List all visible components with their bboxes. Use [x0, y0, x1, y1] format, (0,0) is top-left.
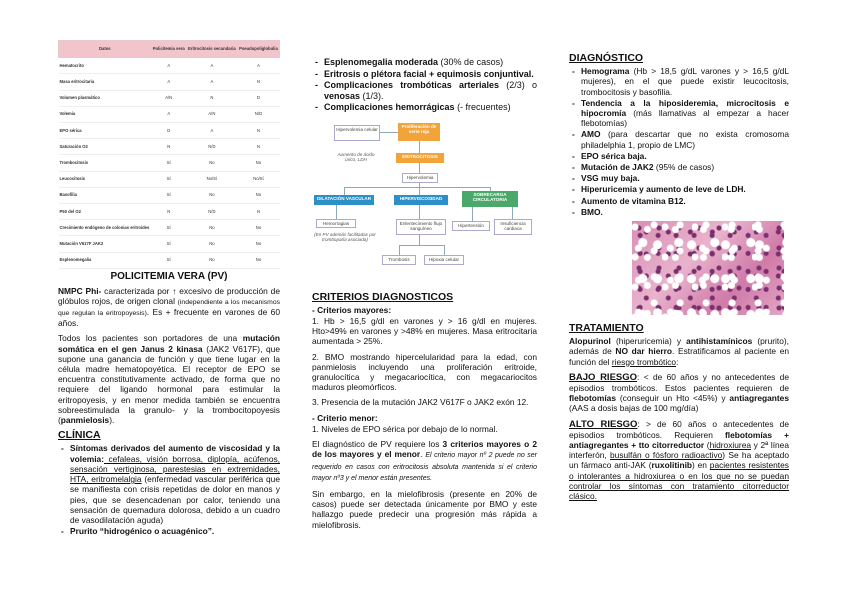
diagnosis-rule: El diagnóstico de PV requiere los 3 criterios mayores o 2 de los mayores y el menor. El criterio mayor nº 2 puede no ser requerido en casos con eritrocitosis absoluta mantenida si el criterio mayor nº3 y el menor están presentes.: [312, 438, 538, 483]
table-cell: N/D: [186, 139, 237, 155]
table-cell: No: [237, 236, 279, 252]
intro-paragraph: NMPC Phi- caracterizada por ↑ excesivo de producción de glóbulos rojos, de origen clonal (independiente a los mecanismos que regulan la eritropoyesis). Es + frecuente en varones de 60 años.: [58, 286, 280, 329]
table-cell: N: [237, 123, 279, 139]
diagram-connector: [472, 207, 473, 221]
mutation-paragraph: Todos los pacientes son portadores de una mutación somática en el gen Janus 2 kinasa (JAK2 V617F), que supone una ganancia de función y que tiene lugar en la célula madre hematopoyética. El receptor de EPO se encuentra constitutivamente activado, de forma que no requiere del ligando hormonal para estimular la eritropoyesis, y en menor medida también se encuentra sobreestimulada la granulo- y la trombocitopoyesis (panmielosis).: [58, 333, 280, 426]
list-item: - Complicaciones hemorrágicas (- frecuentes): [324, 102, 537, 113]
table-cell: No: [237, 155, 279, 171]
table-cell: Leucocitosis: [59, 171, 152, 187]
table-row: [59, 236, 280, 252]
table-cell: No/Sí: [186, 171, 237, 187]
list-item: - BMO.: [581, 207, 789, 217]
table-header: Pseudopoliglobulia: [237, 41, 279, 58]
criterion-minor-1: 1. Niveles de EPO sérica por debajo de lo normal.: [312, 423, 498, 434]
table-cell: No: [186, 220, 237, 236]
diagram-node: DILATACIÓN VASCULAR: [314, 195, 374, 205]
list-item: - VSG muy baja.: [581, 173, 789, 183]
table-cell: Hematocrito: [59, 58, 152, 74]
table-body: [59, 58, 280, 269]
diagram-connector: [490, 187, 491, 191]
table-cell: Esplenomegalia: [59, 252, 152, 268]
diagnostico-list: [569, 66, 789, 217]
table-row: [59, 90, 280, 106]
list-item: - Síntomas derivados del aumento de viscosidad y la volemia: cefaleas, visión borrosa, diplopía, acúfenos, sensación vertiginosa, parestesias en extremidades, HTA, eritromelalgia (enfermedad vascular periférica que se manifiesta con crisis repetidas de dolor en manos y pies, que se desencadenan por calor, teniendo una sensación de quemadura dolorosa, debido a un cuadro de vasodilatación aguda): [70, 443, 280, 525]
list-item: - Tendencia a la hiposideremia, microcitosis e hipocromía (más llamativas al empezar a hacer flebotomías): [581, 98, 789, 129]
diagram-node: Enlentecimiento flujo sanguíneo: [396, 219, 446, 235]
list-item: - Mutación de JAK2 (95% de casos): [581, 162, 789, 172]
list-item: - Hiperuricemia y aumento de leve de LDH.: [581, 184, 789, 194]
table-row: [59, 171, 280, 187]
diagram-node: Hipertensión: [452, 221, 490, 231]
list-item: - Prurito “hidrogénico o acuagénico”.: [70, 526, 280, 536]
diagram-node: Insuficiencia cardiaca: [494, 219, 532, 235]
diagram-node: SOBRECARGA CIRCULATORIA: [462, 191, 518, 207]
diagram-connector: [419, 205, 420, 219]
list-item: - Aumento de vitamina B12.: [581, 196, 789, 206]
table-row: [59, 252, 280, 268]
table-cell: Sí: [151, 236, 186, 252]
diagram-node: Trombosis: [382, 255, 416, 265]
table-row: [59, 106, 280, 122]
diagram-connector: [512, 207, 513, 219]
table-cell: Trombocitosis: [59, 155, 152, 171]
list-item: - Esplenomegalia moderada (30% de casos): [324, 57, 537, 68]
diagram-connector: [419, 235, 420, 245]
table-cell: N: [237, 204, 279, 220]
diagram-node: Hipervolemia celular: [334, 125, 380, 141]
clinica-heading: CLÍNICA: [58, 429, 101, 442]
menor-heading: - Criterio menor:: [312, 412, 378, 423]
table-cell: No: [186, 236, 237, 252]
table-cell: Sí: [151, 252, 186, 268]
table-cell: P50 del O2: [59, 204, 152, 220]
column-1: [58, 40, 280, 540]
list-item: - Eritrosis o plétora facial + equimosis conjuntival.: [324, 69, 537, 80]
diagram-connector: [419, 183, 420, 195]
diagram-connector: [344, 187, 490, 188]
table-cell: No: [237, 187, 279, 203]
table-cell: A/N: [186, 106, 237, 122]
diagram-node: Hipoxia celular: [424, 255, 464, 265]
table-row: [59, 204, 280, 220]
table-cell: No: [186, 155, 237, 171]
list-item: - Hemograma (Hb > 18,5 g/dL varones y > 16,5 g/dL mujeres), en el que puede existir leucocitosis, trombocitosis y basofilia.: [581, 66, 789, 97]
table-cell: N: [151, 139, 186, 155]
table-cell: A: [186, 123, 237, 139]
table-cell: No: [186, 252, 237, 268]
table-cell: A: [151, 58, 186, 74]
table-cell: Sí: [151, 187, 186, 203]
table-cell: N: [151, 204, 186, 220]
criterion-3: 3. Presencia de la mutación JAK2 V617F o JAK2 exón 12.: [312, 397, 529, 408]
table-cell: A: [186, 58, 237, 74]
histology-image: [632, 221, 784, 315]
table-cell: A: [237, 58, 279, 74]
diagnostico-heading: DIAGNÓSTICO: [569, 52, 644, 64]
diagram-node: HIPERVISCOSIDAD: [394, 195, 448, 205]
table-cell: Saturación O2: [59, 139, 152, 155]
table-row: [59, 58, 280, 74]
table-cell: Basofilia: [59, 187, 152, 203]
column-3: [569, 53, 789, 506]
clinica-list: [58, 443, 280, 536]
table-cell: N: [237, 139, 279, 155]
table-cell: No: [237, 220, 279, 236]
table-cell: A: [151, 106, 186, 122]
table-cell: Volumen plasmático: [59, 90, 152, 106]
diagram-node: Aumento de ácido úrico, LDH: [337, 151, 375, 162]
diagram-node: Proliferación de serie roja: [398, 123, 440, 141]
list-item: - AMO (para descartar que no exista cromosoma philadelphia 1, propio de LMC): [581, 129, 789, 149]
table-row: [59, 220, 280, 236]
mayores-heading: - Criterios mayores:: [312, 304, 392, 315]
table-header: Policitemia vera: [151, 41, 186, 58]
table-cell: Sí: [151, 220, 186, 236]
table-header-row: [59, 41, 280, 58]
table-cell: N: [237, 74, 279, 90]
diagram-connector: [344, 187, 345, 195]
table-row: [59, 155, 280, 171]
diagram-node: ERITROCITOSIS: [396, 153, 444, 163]
table-cell: Volemia: [59, 106, 152, 122]
table-row: [59, 74, 280, 90]
diagram-connector: [380, 132, 398, 133]
table-cell: D: [151, 123, 186, 139]
clinica-list-cont: [312, 57, 537, 113]
section-title: POLICITEMIA VERA (PV): [110, 270, 228, 282]
diagram-node: Hipervolemia: [402, 173, 438, 183]
table-cell: D: [237, 90, 279, 106]
pathophysiology-diagram: [312, 115, 537, 290]
diagram-connector: [419, 141, 420, 153]
column-2: [312, 57, 537, 535]
table-cell: Sí: [151, 171, 186, 187]
table-cell: No: [186, 187, 237, 203]
table-header: Eritrocitosis secundaria: [186, 41, 237, 58]
diagram-connector: [399, 245, 400, 255]
table-cell: No: [237, 252, 279, 268]
list-item: - EPO sérica baja.: [581, 151, 789, 161]
table-cell: Masa eritrocitaria: [59, 74, 152, 90]
table-cell: EPO sérica: [59, 123, 152, 139]
diagram-note: (En PV además facilitadas por trombopatía asociada): [314, 231, 376, 242]
table-row: [59, 123, 280, 139]
diagram-node: Hemorragias: [316, 219, 356, 228]
alto-riesgo: ALTO RIESGO: > de 60 años o antecedentes de episodios trombóticos. Requieren flebotomías + antiagregantes + tto citorreductor (hidroxiurea y 2ª línea interferón, busulfán o fósforo radioactivo) Se ha aceptado un fármaco anti-JAK (ruxolitinib) en pacientes resistentes o intolerantes a hidroxiurea o en los que no se puedan controlar los síntomas con tratamiento citorreductor clásico.: [569, 418, 790, 502]
table-cell: N: [186, 90, 237, 106]
diagram-connector: [399, 245, 445, 246]
table-cell: Sí: [151, 155, 186, 171]
table-cell: A: [186, 74, 237, 90]
criterion-1: 1. Hb > 16,5 g/dl en varones y > 16 g/dl en mujeres. Hto>49% en varones y >48% en mujeres. Masa eritrocitaria aumentada > 25%.: [312, 315, 537, 347]
table-cell: A: [151, 74, 186, 90]
tratamiento-heading: TRATAMIENTO: [569, 322, 644, 335]
table-cell: Crecimiento endógeno de colonias eritroides: [59, 220, 152, 236]
table-row: [59, 187, 280, 203]
criterion-2: 2. BMO mostrando hipercelularidad para la edad, con panmielosis incluyendo una proliferación eritroide, granulocítica y megacariocítica, con megacariocitos maduros pleomórficos.: [312, 351, 537, 393]
table-cell: A/N: [151, 90, 186, 106]
table-cell: Mutación V617F JAK2: [59, 236, 152, 252]
criterios-heading: CRITERIOS DIAGNOSTICOS: [312, 290, 454, 303]
bajo-riesgo: BAJO RIESGO: < de 60 años y no antecedentes de episodios trombóticos. Estos pacientes requieren de flebotomías (conseguir un Hto <45%) y antiagregantes (AAS a dosis bajas de 100 mg/día): [569, 371, 789, 414]
table-row: [59, 139, 280, 155]
diagram-connector: [336, 205, 337, 219]
mielofibrosis-note: Sin embargo, en la mielofibrosis (presente en 20% de casos) puede ser detectada únicamente por BMO y este hallazgo puede predecir una progresión más rápida a mielofibrosis.: [312, 488, 537, 530]
diagram-connector: [444, 245, 445, 255]
table-cell: N/D: [186, 204, 237, 220]
table-cell: No/Sí: [237, 171, 279, 187]
diagram-connector: [419, 163, 420, 173]
table-cell: N/D: [237, 106, 279, 122]
tratamiento-intro: Alopurinol (hiperuricemia) y antihistamínicos (prurito), además de NO dar hierro. Estratificamos al paciente en función del riesgo trombótico:: [569, 336, 790, 367]
comparison-table: [58, 40, 280, 269]
list-item: - Complicaciones trombóticas arteriales (2/3) o venosas (1/3).: [324, 80, 537, 101]
table-header: Datos: [59, 41, 152, 58]
